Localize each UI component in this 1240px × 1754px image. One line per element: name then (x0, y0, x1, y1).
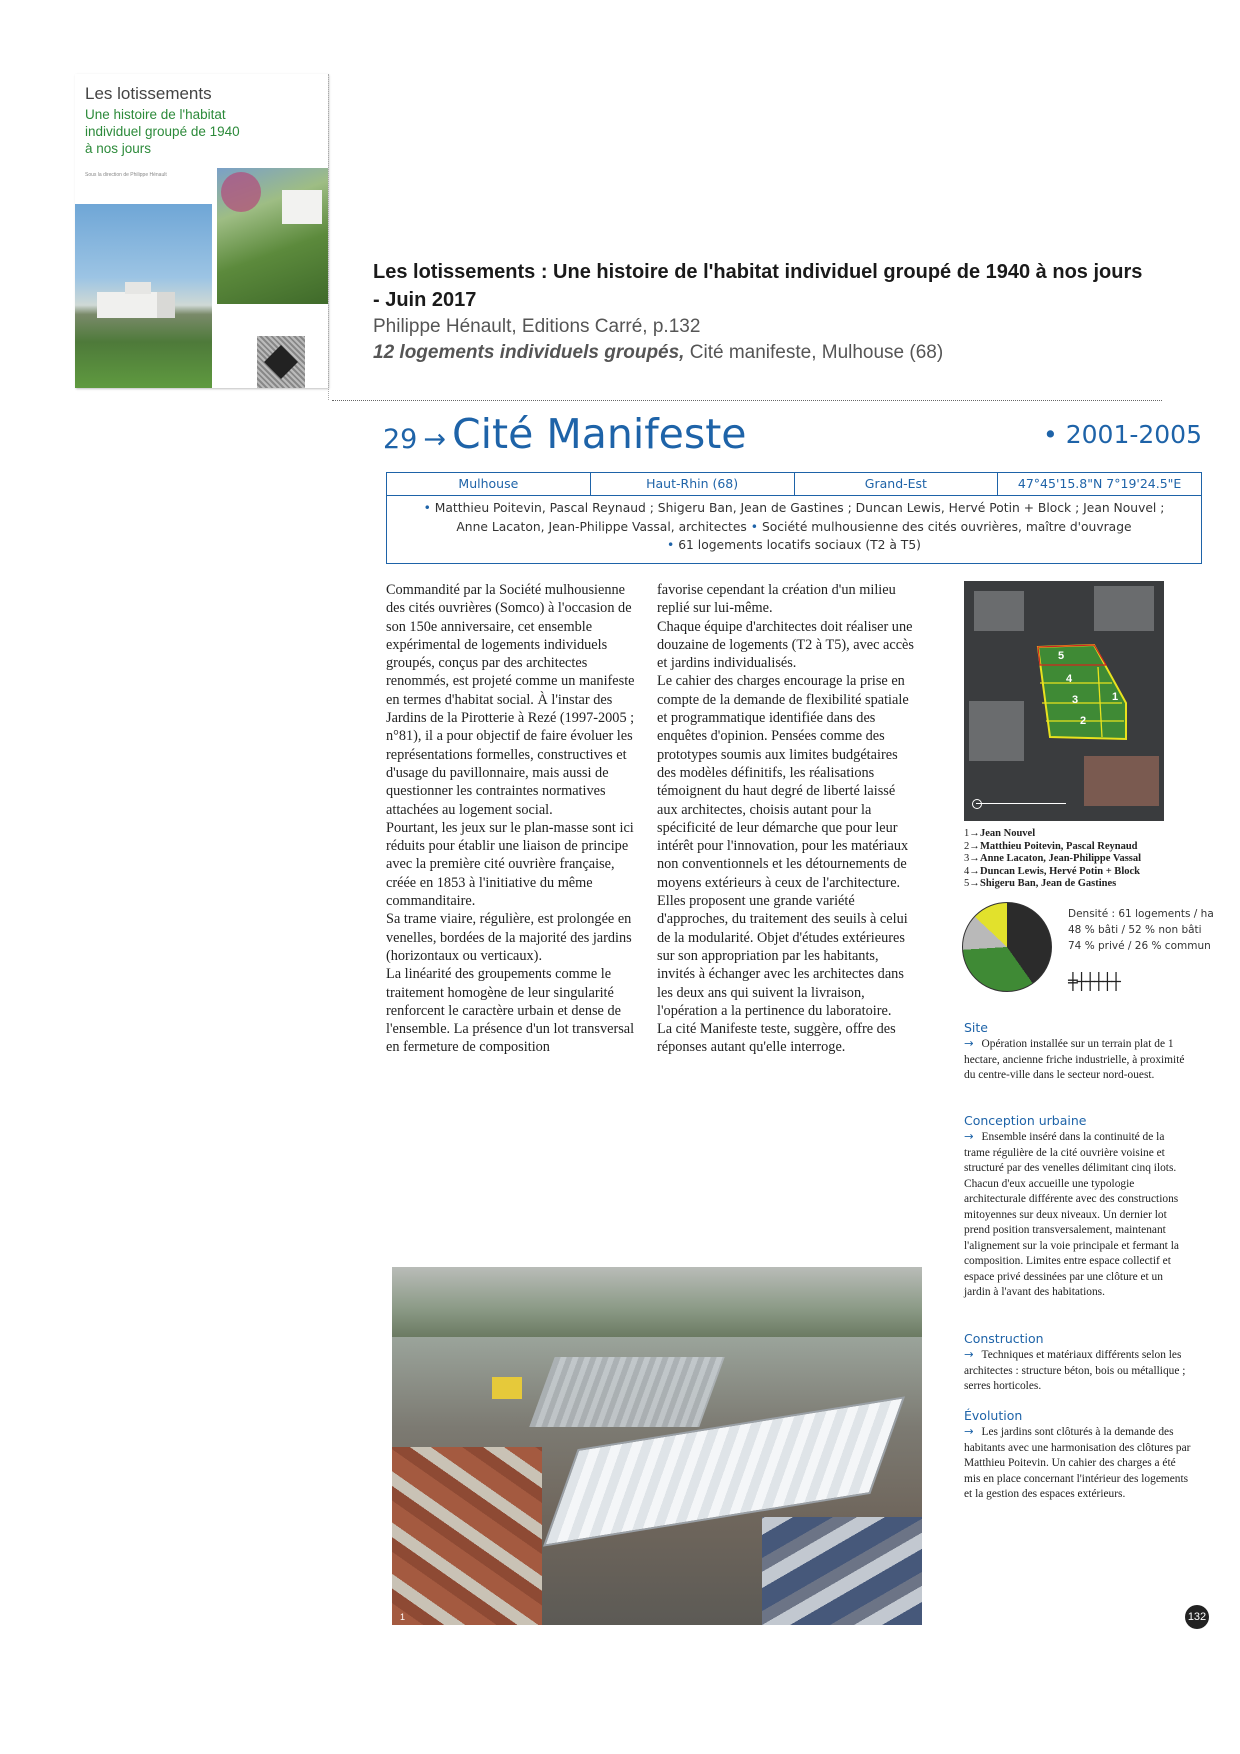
cover-photo-houses (75, 204, 212, 388)
section-number: 29 (383, 424, 418, 455)
info-city: Mulhouse (387, 473, 591, 495)
cover-title: Les lotissements (85, 84, 212, 103)
cover-photo-garden (217, 168, 328, 304)
site-plan-aerial (964, 581, 1164, 821)
plot-label: 5 (1058, 650, 1065, 662)
density-stats (1068, 906, 1214, 954)
arrow-right-icon: → (964, 1424, 974, 1438)
photo-number: 1 (400, 1612, 406, 1622)
credits-architects: Matthieu Poitevin, Pascal Reynaud ; Shigeru Ban, Jean de Gastines ; Duncan Lewis, Hervé Potin + Block ; Jean Nouvel ; (434, 501, 1165, 515)
reference-subject (373, 342, 943, 364)
construction-heading: Construction (964, 1331, 1044, 1346)
cover-editor: Sous la direction de Philippe Hénault (85, 172, 167, 178)
density-pie-chart (962, 902, 1052, 992)
body-column-1 (386, 581, 644, 1057)
section-title: Cité Manifeste (451, 410, 747, 458)
info-region: Grand-Est (795, 473, 999, 495)
credits-client: Société mulhousienne des cités ouvrières, maître d'ouvrage (761, 519, 1132, 534)
section-header (383, 410, 747, 458)
publisher-logo (257, 336, 305, 388)
page-number: 132 (1185, 1605, 1209, 1629)
legend-item: 5→Shigeru Ban, Jean de Gastines (964, 878, 1117, 889)
built-ratio: 48 % bâti / 52 % non bâti (1068, 924, 1202, 936)
info-coordinates: 47°45'15.8"N 7°19'24.5"E (1017, 476, 1182, 491)
reference-subject-rest: Cité manifeste, Mulhouse (68) (684, 342, 944, 363)
legend-item: 3→Anne Lacaton, Jean-Philippe Vassal (964, 853, 1142, 864)
credits-architects-2: Anne Lacaton, Jean-Philippe Vassal, architectes (456, 519, 747, 534)
dotted-divider (332, 400, 1162, 401)
credits-program: 61 logements locatifs sociaux (T2 à T5) (678, 538, 921, 552)
evolution-heading: Évolution (964, 1408, 1023, 1423)
evolution-text: → Les jardins sont clôturés à la demande des habitants avec une harmonisation des clôtures par Matthieu Poitevin. Un cahier des charges a été mis en place concernant l'intérieur des logements et la gestion des espaces extérieurs. (964, 1424, 1191, 1500)
credits: • Matthieu Poitevin, Pascal Reynaud ; Shigeru Ban, Jean de Gastines ; Duncan Lewis, Hervé Potin + Block ; Jean Nouvel ; Anne Lacaton, Jean-Philippe Vassal, architectes • Société mulhousienne des cités ouvrières, maître d'ouvrage • 61 logements locatifs sociaux (T2 à T5) (423, 501, 1165, 552)
legend-item: 4→Duncan Lewis, Hervé Potin + Block (964, 865, 1140, 877)
plot-label: 3 (1072, 694, 1079, 706)
north-icon (972, 799, 982, 809)
construction-text: → Techniques et matériaux différents selon les architectes : structure béton, bois ou métallique ; serres horticoles. (964, 1347, 1186, 1392)
paragraph: Pourtant, les jeux sur le plan-masse sont ici réduits pour établir une liaison de principe avec la première cité ouvrière française, créée en 1853 à l'initiative du même commanditaire. (386, 819, 634, 910)
private-ratio: 74 % privé / 26 % commun (1068, 940, 1211, 952)
info-department: Haut-Rhin (68) (591, 473, 795, 495)
scale-bar (976, 803, 1066, 804)
book-cover (75, 74, 328, 388)
paragraph: Le cahier des charges encourage la prise en compte de la demande de flexibilité spatiale et programmatique identifiée dans des enquêtes d'opinion. Pensées comme des prototypes soumis aux limites budgétaires des modèles définitifs, les réalisations témoignent du haut degré de liberté laissé aux architectes, choisis autant pour la spécificité de leur démarche que pour leur intérêt pour l'innovation, pour les matériaux non conventionnels et les détournements de moyens extérieurs à ceux de l'architecture. Elles proposent une grande variété d'approches, du traitement des seuils à celui de la modularité. Objet d'études extérieures sur son appropriation par les habitants, invités à échanger avec les architectes dans les deux ans qui suivent la livraison, l'opération a la pertinence du laboratoire. (657, 673, 909, 1019)
arrow-right-icon: → (423, 424, 446, 455)
density-value: Densité : 61 logements / ha (1068, 908, 1214, 920)
conception-heading: Conception urbaine (964, 1113, 1087, 1128)
scale-ruler-icon: ╪┼┼┼┼┼ (1068, 972, 1120, 991)
paragraph: Commandité par la Société mulhousienne des cités ouvrières (Somco) à l'occasion de son 150e anniversaire, cet ensemble expérimental de logements individuels groupés, conçus par des architectes renommés, est projeté comme un manifeste en termes d'habitat social. À l'instar des Jardins de la Pirotterie à Rezé (1997-2005 ; n°81), il a pour objectif de faire évoluer les représentations formelles, constructives et d'usage du pavillonnaire, mais aussi de questionner les contraintes normatives attachées au logement social. (386, 582, 635, 818)
legend-item: 1→Jean Nouvel (964, 828, 1036, 839)
plan-legend (964, 828, 1141, 891)
plot-label: 2 (1080, 715, 1087, 727)
paragraph: Sa trame viaire, régulière, est prolongée en venelles, bordées de la majorité des jardins (horizontaux ou verticaux). (386, 911, 632, 964)
arrow-right-icon: → (964, 1347, 974, 1361)
arrow-right-icon: → (964, 1036, 974, 1050)
site-text: → Opération installée sur un terrain plat de 1 hectare, ancienne friche industrielle, à proximité du centre-ville dans le secteur nord-ouest. (964, 1036, 1185, 1081)
plot-label: 1 (1112, 691, 1119, 703)
reference-title: Les lotissements : Une histoire de l'habitat individuel groupé de 1940 à nos jours - Juin 2017 (373, 261, 1143, 311)
plot-label: 4 (1066, 673, 1073, 685)
section-years: • 2001-2005 (1043, 420, 1202, 449)
arrow-right-icon: → (964, 1129, 974, 1143)
paragraph: La linéarité des groupements comme le traitement homogène de leur singularité renforcent le caractère urbain et dense de l'ensemble. La présence d'un lot transversal en fermeture de composition (386, 966, 635, 1056)
cover-subtitle: Une histoire de l'habitat individuel groupé de 1940 à nos jours (85, 107, 240, 156)
reference-subject-italic: 12 logements individuels groupés, (373, 342, 685, 363)
vertical-separator (328, 74, 329, 400)
body-column-2 (657, 581, 919, 1057)
info-box (386, 472, 1202, 564)
paragraph: Chaque équipe d'architectes doit réaliser une douzaine de logements (T2 à T5), avec accès et jardins individualisés. (657, 618, 914, 672)
legend-item: 2→Matthieu Poitevin, Pascal Reynaud (964, 840, 1138, 852)
aerial-photo (392, 1267, 922, 1625)
reference-author: Philippe Hénault, Editions Carré, p.132 (373, 316, 701, 337)
location-row (387, 473, 1201, 496)
conception-text: → Ensemble inséré dans la continuité de la trame régulière de la cité ouvrière voisine et structuré par des venelles délimitant cinq ilots. Chacun d'eux accueille une typologie architecturale différente avec des constructions mitoyennes sur deux niveaux. Un dernier lot prend position transversalement, maintenant l'alignement sur la voie principale et fermant la composition. Limites entre espace collectif et espace privé dessinées par une clôture et un jardin à l'avant des habitations. (964, 1129, 1179, 1298)
paragraph: favorise cependant la création d'un milieu replié sur lui-même. (657, 582, 896, 617)
paragraph: La cité Manifeste teste, suggère, offre des réponses autant qu'elle interroge. (657, 1021, 896, 1056)
site-heading: Site (964, 1020, 988, 1035)
